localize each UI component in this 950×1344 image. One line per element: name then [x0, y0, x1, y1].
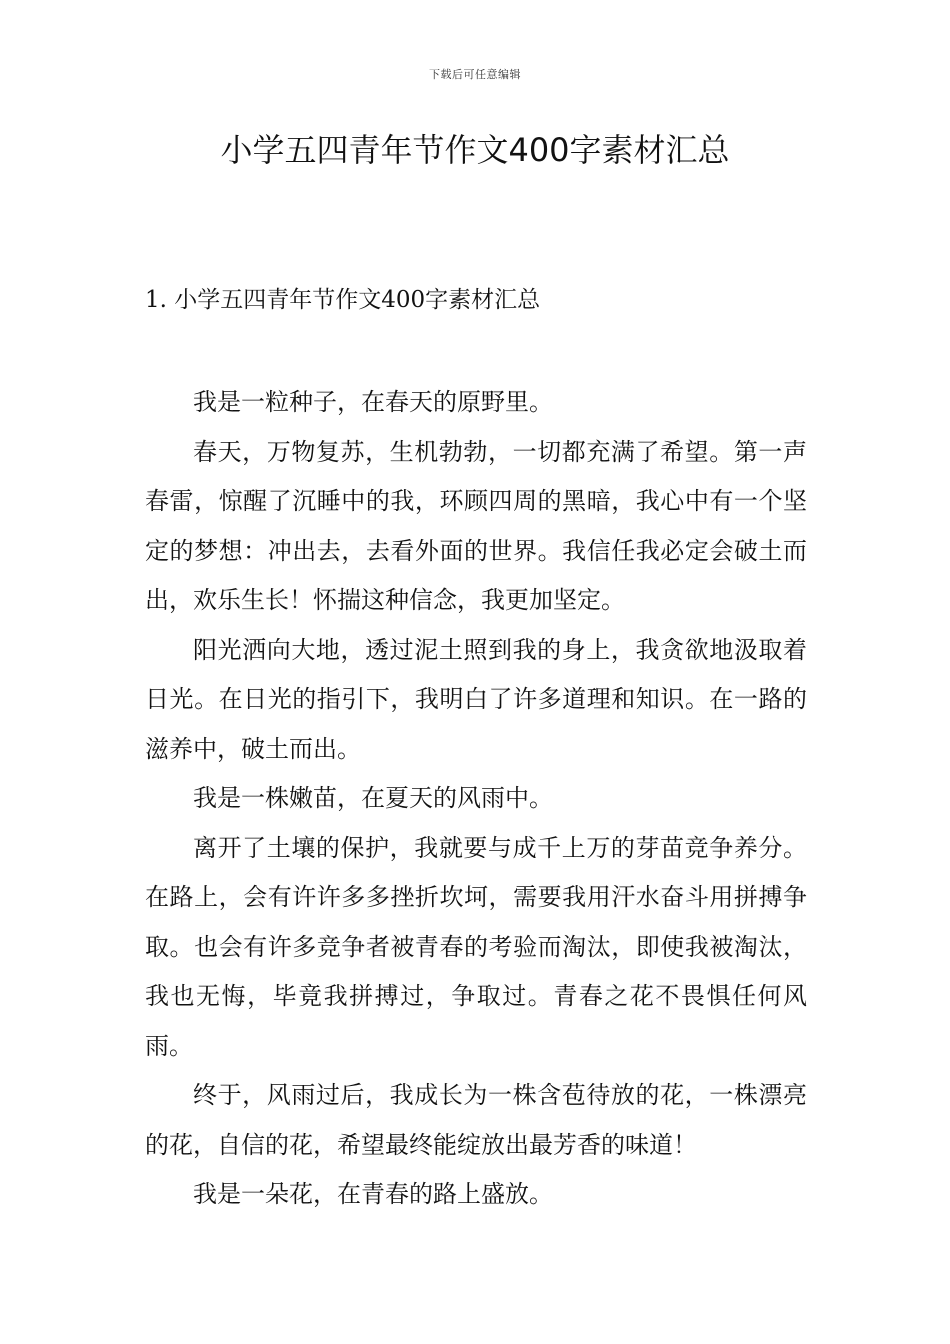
paragraph: 我是一株嫩苗，在夏天的风雨中。: [193, 784, 553, 812]
paragraph: 我是一粒种子，在春天的原野里。: [193, 388, 553, 416]
paragraph: 春天，万物复苏，生机勃勃，一切都充满了希望。第一声春雷，惊醒了沉睡中的我，环顾四周的黑暗，我心中有一个坚定的梦想：冲出去，去看外面的世界。我信任我必定会破土而出，欢乐生长！怀揣这种信念，我更加坚定。: [145, 437, 807, 614]
paragraph: 我是一朵花，在青春的路上盛放。: [193, 1180, 553, 1208]
article-body: [145, 378, 807, 1220]
paragraph: 离开了土壤的保护，我就要与成千上万的芽苗竞争养分。在路上，会有许许多多挫折坎坷，需要我用汗水奋斗用拼搏争取。也会有许多竞争者被青春的考验而淘汰，即使我被淘汰，我也无悔，毕竟我拼搏过，争取过。青春之花不畏惧任何风雨。: [145, 833, 807, 1060]
section-heading: 1. 小学五四青年节作文400字素材汇总: [145, 287, 541, 313]
document-title: 小学五四青年节作文400字素材汇总: [220, 131, 730, 169]
header-note: 下载后可任意编辑: [429, 68, 521, 81]
paragraph: 阳光洒向大地，透过泥土照到我的身上，我贪欲地汲取着日光。在日光的指引下，我明白了许多道理和知识。在一路的滋养中，破土而出。: [145, 635, 807, 763]
paragraph: 终于，风雨过后，我成长为一株含苞待放的花，一株漂亮的花，自信的花，希望最终能绽放出最芳香的味道！: [145, 1081, 807, 1159]
